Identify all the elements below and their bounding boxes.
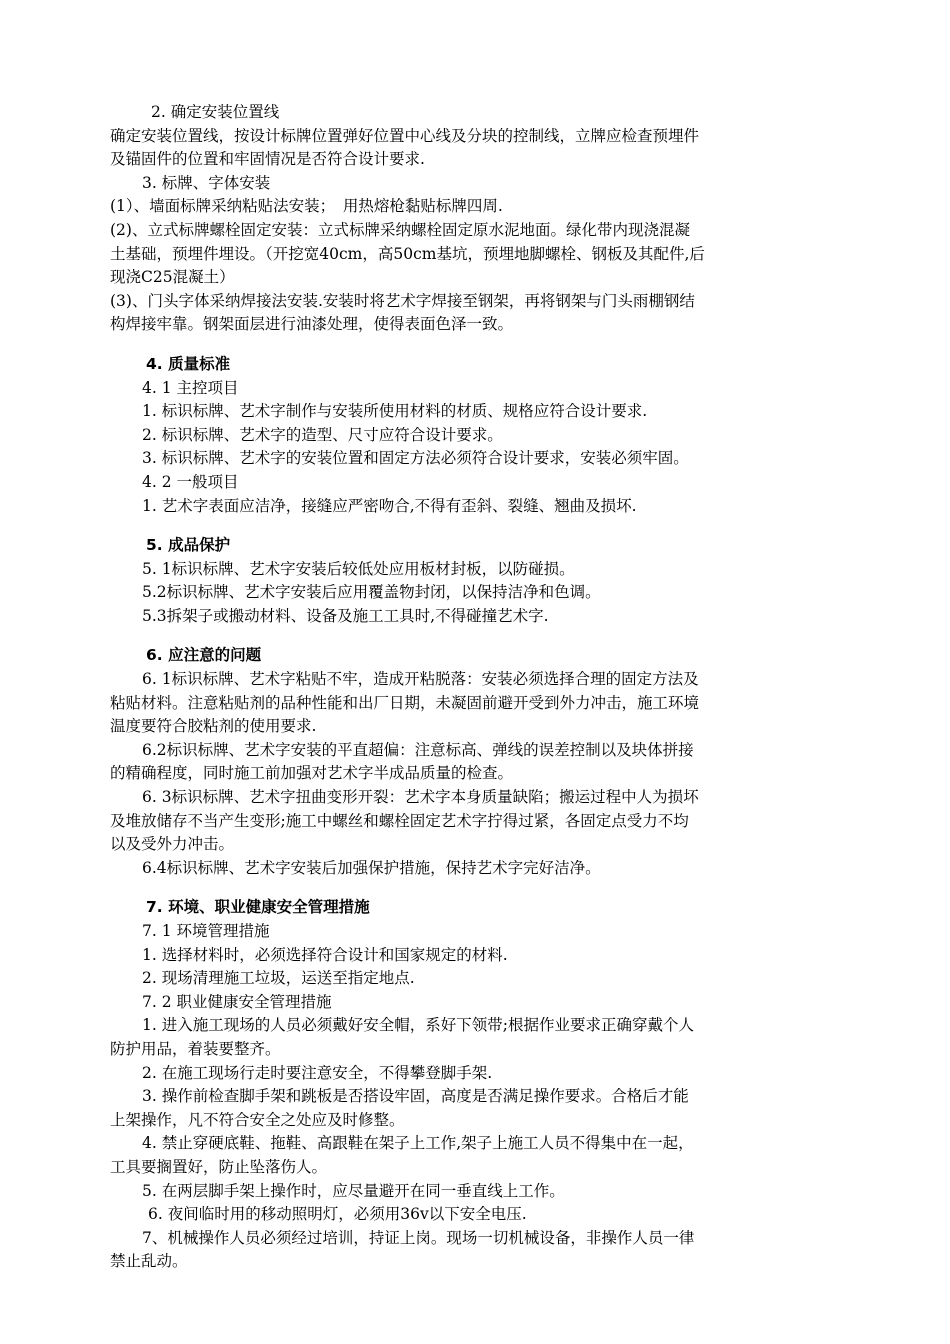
paragraph-line: 上架操作，凡不符合安全之处应及时修整。 — [110, 1110, 405, 1129]
list-item: 7、机械操作人员必须经过培训，持证上岗。现场一切机械设备，非操作人员一律 — [142, 1228, 695, 1247]
list-item: 1. 艺术字表面应洁净，接缝应严密吻合,不得有歪斜、裂缝、翘曲及损坏. — [142, 496, 637, 515]
paragraph-line: 6. 3标识标牌、艺术字扭曲变形开裂：艺术字本身质量缺陷；搬运过程中人为损坏 — [142, 788, 699, 807]
subsection-heading: 3. 标牌、字体安装 — [142, 173, 271, 192]
list-item: 2. 现场清理施工垃圾，运送至指定地点. — [142, 969, 415, 988]
section-heading-issues: 6. 应注意的问题 — [146, 646, 262, 665]
paragraph-line: 及锚固件的位置和牢固情况是否符合设计要求. — [110, 150, 425, 169]
list-item: 1. 选择材料时，必须选择符合设计和国家规定的材料. — [142, 945, 508, 964]
paragraph-line: 6.4标识标牌、艺术字安装后加强保护措施，保持艺术字完好洁净。 — [142, 858, 601, 877]
list-item: 4. 禁止穿硬底鞋、拖鞋、高跟鞋在架子上工作,架子上施工人员不得集中在一起， — [142, 1134, 694, 1153]
list-item: 6. 夜间临时用的移动照明灯，必须用36v以下安全电压. — [148, 1205, 527, 1224]
list-item: 5.2标识标牌、艺术字安装后应用覆盖物封闭，以保持洁净和色调。 — [142, 583, 601, 602]
list-item: 1. 标识标牌、艺术字制作与安装所使用材料的材质、规格应符合设计要求. — [142, 402, 648, 421]
paragraph-line: 现浇C25混凝土） — [110, 268, 235, 287]
paragraph-line: 6.2标识标牌、艺术字安装的平直超偏：注意标高、弹线的误差控制以及块体拼接 — [142, 740, 694, 759]
list-item: 5.3拆架子或搬动材料、设备及施工工具时,不得碰撞艺术字. — [142, 606, 549, 625]
paragraph-line: 防护用品，着装要整齐。 — [110, 1039, 281, 1058]
paragraph-line: 确定安装位置线，按设计标牌位置弹好位置中心线及分块的控制线，立牌应检查预埋件 — [110, 126, 700, 145]
paragraph-line: 6. 1标识标牌、艺术字粘贴不牢，造成开粘脱落：安装必须选择合理的固定方法及 — [142, 670, 699, 689]
paragraph-line: 以及受外力冲击。 — [110, 835, 235, 854]
list-item: 3. 标识标牌、艺术字的安装位置和固定方法必须符合设计要求，安装必须牢固。 — [142, 449, 689, 468]
list-item: 3. 操作前检查脚手架和跳板是否搭设牢固，高度是否满足操作要求。合格后才能 — [142, 1087, 689, 1106]
subsection-heading: 2. 确定安装位置线 — [151, 103, 280, 121]
paragraph-line: 禁止乱动。 — [110, 1252, 188, 1271]
paragraph-line: 工具要搁置好，防止坠落伤人。 — [110, 1157, 328, 1176]
paragraph-line: 温度要符合胶粘剂的使用要求. — [110, 717, 317, 736]
subsection-heading: 4. 1 主控项目 — [142, 378, 239, 397]
paragraph-line: (3)、门头字体采纳焊接法安装.安装时将艺术字焊接至钢架，再将钢架与门头雨棚钢结 — [110, 291, 695, 310]
paragraph-line: 粘贴材料。注意粘贴剂的品种性能和出厂日期，未凝固前避开受到外力冲击，施工环境 — [110, 693, 700, 712]
section-heading-quality: 4. 质量标准 — [146, 354, 231, 373]
section-heading-safety: 7. 环境、职业健康安全管理措施 — [146, 898, 370, 917]
list-item: 5. 1标识标牌、艺术字安装后较低处应用板材封板，以防碰损。 — [142, 559, 575, 578]
section-heading-protection: 5. 成品保护 — [146, 536, 231, 555]
paragraph-line: 构焊接牢靠。钢架面层进行油漆处理，使得表面色泽一致。 — [110, 315, 514, 334]
paragraph-line: 的精确程度，同时施工前加强对艺术字半成品质量的检查。 — [110, 764, 514, 783]
subsection-heading: 7. 2 职业健康安全管理措施 — [142, 992, 332, 1011]
paragraph-line: (1）、墙面标牌采纳粘贴法安装； 用热熔枪黏贴标牌四周. — [110, 197, 503, 216]
paragraph-line: 土基础，预埋件埋设。（开挖宽40cm，高50cm基坑，预埋地脚螺栓、钢板及其配件,后 — [110, 244, 705, 263]
paragraph-line: 及堆放储存不当产生变形;施工中螺丝和螺栓固定艺术字拧得过紧，各固定点受力不均 — [110, 811, 689, 830]
document-page — [110, 101, 845, 1274]
subsection-heading: 7. 1 环境管理措施 — [142, 922, 270, 940]
list-item: 1. 进入施工现场的人员必须戴好安全帽，系好下领带;根据作业要求正确穿戴个人 — [142, 1016, 694, 1035]
list-item: 2. 在施工现场行走时要注意安全，不得攀登脚手架. — [142, 1063, 493, 1082]
subsection-heading: 4. 2 一般项目 — [142, 472, 239, 491]
list-item: 2. 标识标牌、艺术字的造型、尺寸应符合设计要求。 — [142, 425, 503, 444]
list-item: 5. 在两层脚手架上操作时，应尽量避开在同一垂直线上工作。 — [142, 1181, 565, 1200]
paragraph-line: (2)、立式标牌螺栓固定安装：立式标牌采纳螺栓固定原水泥地面。绿化带内现浇混凝 — [110, 220, 690, 239]
